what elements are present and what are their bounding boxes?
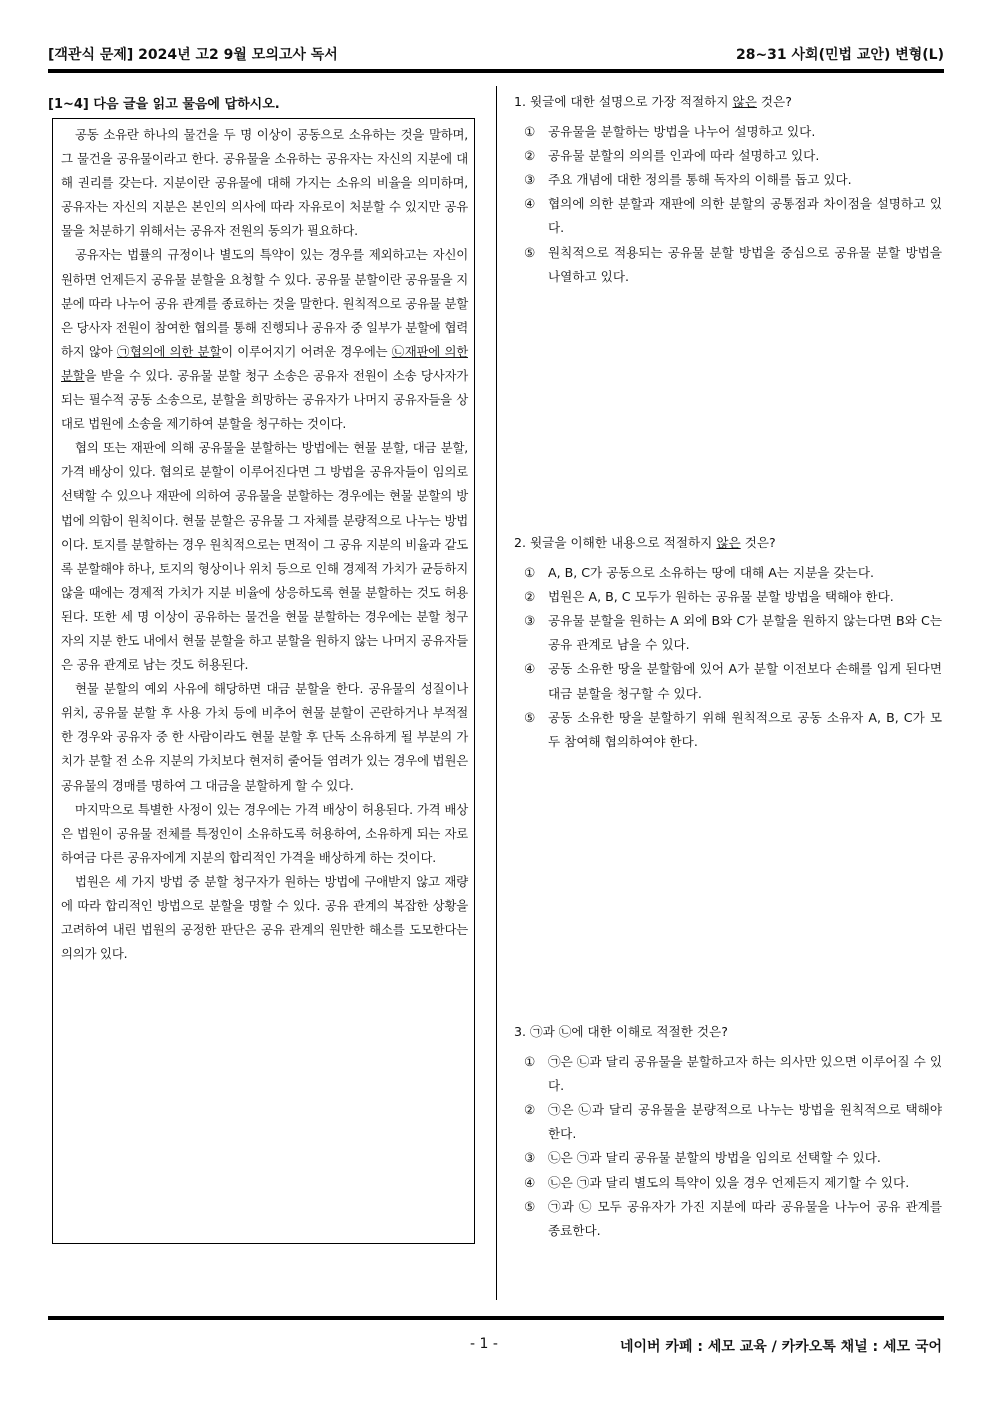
answer-option[interactable]: ① ㉠은 ㉡과 달리 공유물을 분할하고자 하는 의사만 있으면 이루어질 수 있다.	[524, 1054, 942, 1094]
answer-option[interactable]: ④ ㉡은 ㉠과 달리 별도의 특약이 있을 경우 언제든지 제기할 수 있다.	[524, 1174, 910, 1190]
question-3	[514, 1020, 942, 1243]
answer-option[interactable]: ① 공유물을 분할하는 방법을 나누어 설명하고 있다.	[524, 124, 816, 140]
question-1	[514, 90, 942, 289]
question-stem: 2. 윗글을 이해한 내용으로 적절하지 않은 것은?	[514, 535, 776, 550]
answer-option[interactable]: ⑤ 공동 소유한 땅을 분할하기 위해 원칙적으로 공동 소유자 A, B, C가 모두 참여해 협의하여야 한다.	[524, 709, 942, 749]
passage-paragraph: 마지막으로 특별한 사정이 있는 경우에는 가격 배상이 허용된다. 가격 배상은 법원이 공유물 전체를 특정인이 소유하도록 허용하여, 소유하게 되는 자로 하여금 다른 공유자에게 지분의 합리적인 가격을 배상하게 하는 것이다.	[61, 801, 468, 865]
answer-option[interactable]: ① A, B, C가 공동으로 소유하는 땅에 대해 A는 지분을 갖는다.	[524, 565, 875, 581]
underlined-term-b: ㉡재판에 의한 분할	[61, 343, 468, 383]
passage-paragraph: 협의 또는 재판에 의해 공유물을 분할하는 방법에는 현물 분할, 대금 분할, 가격 배상이 있다. 협의로 분할이 이루어진다면 그 방법을 공유자들이 임의로 선택할 수 있으나 재판에 의하여 공유물을 분할하는 경우에는 현물 분할의 방법에 의함이 원칙이다. 현물 분할은 공유물 그 자체를 분량적으로 나누는 방법이다. 토지를 분할하는 경우 원칙적으로는 면적이 그 공유 지분의 비율과 같도록 분할해야 하나, 토지의 형상이나 위치 등으로 인해 경제적 가치가 균등하지 않을 때에는 경제적 가치가 지분 비율에 상응하도록 현물 분할하는 것도 허용된다. 또한 세 명 이상이 공유하는 물건을 현물 분할하는 경우에는 분할 청구자의 지분 한도 내에서 현물 분할을 하고 분할을 원하지 않는 나머지 공유자들은 공유 관계로 남는 것도 허용된다.	[61, 440, 468, 673]
footer-credit: 네이버 카페 : 세모 교육 / 카카오톡 채널 : 세모 국어	[619, 1339, 942, 1355]
answer-option[interactable]: ⑤ 원칙적으로 적용되는 공유물 분할 방법을 중심으로 공유물 분할 방법을 나열하고 있다.	[524, 244, 942, 284]
answer-option[interactable]: ② ㉠은 ㉡과 달리 공유물을 분량적으로 나누는 방법을 원칙적으로 택해야 한다.	[524, 1102, 942, 1142]
header-title: [객관식 문제] 2024년 고2 9월 모의고사 독서	[48, 47, 338, 63]
answer-option[interactable]: ② 공유물 분할의 의의를 인과에 따라 설명하고 있다.	[524, 148, 820, 164]
answer-option[interactable]: ⑤ ㉠과 ㉡ 모두 공유자가 가진 지분에 따라 공유물을 나누어 공유 관계를 종료한다.	[524, 1198, 942, 1238]
question-stem: 3. ㉠과 ㉡에 대한 이해로 적절한 것은?	[514, 1024, 728, 1039]
underlined-term-a: ㉠협의에 의한 분할	[116, 343, 222, 359]
top-rule	[48, 69, 944, 73]
answer-option[interactable]: ④ 협의에 의한 분할과 재판에 의한 분할의 공통점과 차이점을 설명하고 있다.	[524, 196, 942, 236]
answer-option[interactable]: ③ ㉡은 ㉠과 달리 공유물 분할의 방법을 임의로 선택할 수 있다.	[524, 1150, 881, 1166]
answer-option[interactable]: ③ 주요 개념에 대한 정의를 통해 독자의 이해를 돕고 있다.	[524, 172, 852, 188]
reading-passage	[52, 118, 475, 1244]
passage-paragraph: 공유자는 법률의 규정이나 별도의 특약이 있는 경우를 제외하고는 자신이 원하면 언제든지 공유물 분할을 요청할 수 있다. 공유물 분할이란 공유물을 지분에 따라 나누어 공유 관계를 종료하는 것을 말한다. 원칙적으로 공유물 분할은 당사자 전원이 참여한 협의를 통해 진행되나 공유자 중 일부가 분할에 협력하지 않아 ㉠협의에 의한 분할이 이루어지기 어려운 경우에는 ㉡재판에 의한 분할을 받을 수 있다. 공유물 분할 청구 소송은 공유자 전원이 소송 당사자가 되는 필수적 공동 소송으로, 분할을 희망하는 공유자가 나머지 공유자들을 상대로 법원에 소송을 제기하여 분할을 청구하는 것이다.	[61, 247, 468, 432]
question-2	[514, 531, 942, 754]
header-subtitle: 28~31 사회(민법 교안) 변형(L)	[735, 47, 944, 63]
answer-option[interactable]: ③ 공유물 분할을 원하는 A 외에 B와 C가 분할을 원하지 않는다면 B와 C는 공유 관계로 남을 수 있다.	[524, 613, 942, 653]
bottom-rule	[48, 1316, 944, 1320]
answer-option[interactable]: ④ 공동 소유한 땅을 분할함에 있어 A가 분할 이전보다 손해를 입게 된다면 대금 분할을 청구할 수 있다.	[524, 661, 942, 701]
passage-paragraph: 공동 소유란 하나의 물건을 두 명 이상이 공동으로 소유하는 것을 말하며, 그 물건을 공유물이라고 한다. 공유물을 소유하는 공유자는 자신의 지분에 대해 권리를 갖는다. 지분이란 공유물에 대해 가지는 소유의 비율을 의미하며, 공유자는 자신의 지분은 본인의 의사에 따라 자유로이 처분할 수 있지만 공유물을 처분하기 위해서는 공유자 전원의 동의가 필요하다.	[61, 127, 468, 239]
question-stem: 1. 윗글에 대한 설명으로 가장 적절하지 않은 것은?	[514, 94, 792, 109]
passage-paragraph: 법원은 세 가지 방법 중 분할 청구자가 원하는 방법에 구애받지 않고 재량에 따라 합리적인 방법으로 분할을 명할 수 있다. 공유 관계의 복잡한 상황을 고려하여 내린 법원의 공정한 판단은 공유 관계의 원만한 해소를 도모한다는 의의가 있다.	[61, 873, 468, 962]
column-divider	[496, 86, 497, 1300]
passage-paragraph: 현물 분할의 예외 사유에 해당하면 대금 분할을 한다. 공유물의 성질이나 위치, 공유물 분할 후 사용 가치 등에 비추어 현물 분할이 곤란하거나 부적절한 경우와 공유자 중 한 사람이라도 현물 분할 후 단독 소유하게 될 부분의 가치가 분할 전 소유 지분의 가치보다 현저히 줄어들 염려가 있는 경우에 법원은 공유물의 경매를 명하여 그 대금을 분할하게 할 수 있다.	[61, 681, 468, 793]
instruction: [1~4] 다음 글을 읽고 물음에 답하시오.	[48, 97, 280, 112]
answer-option[interactable]: ② 법원은 A, B, C 모두가 원하는 공유물 분할 방법을 택해야 한다.	[524, 589, 894, 605]
page-header	[48, 44, 944, 66]
page-number: - 1 -	[470, 1336, 498, 1352]
